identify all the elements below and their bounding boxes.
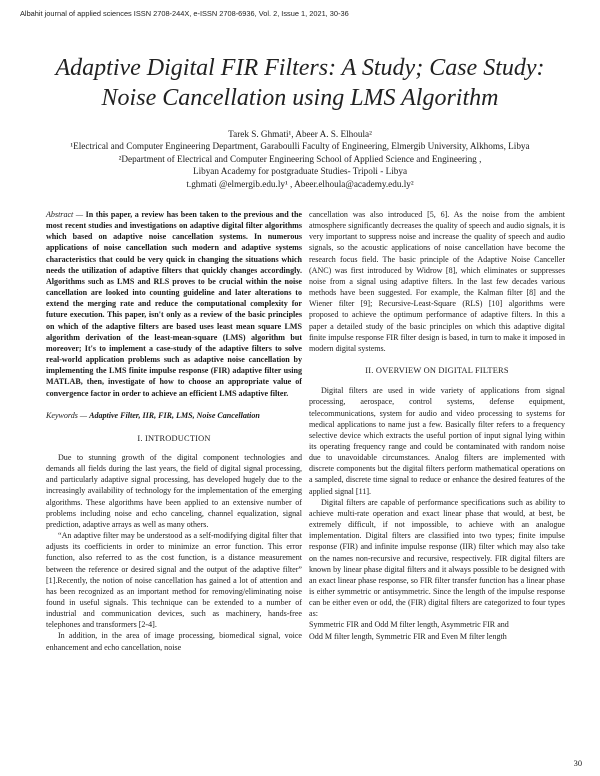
affiliation-3: Libyan Academy for postgraduate Studies- Tripoli - Libya [192,166,408,177]
keywords-label: Keywords — [46,410,90,420]
overview-paragraph-1: Digital filters are used in wide variety of applications from signal processing, aerospace, control systems, defense equipment, telecommunications, system for audio and video processing to systems for medical applications to name just a few. Basically filter refers to a frequency selective device which extracts the useful portion of input signal lying within its operating frequency range and could be contaminated with random noise due to unavoidable circumstances. Analog filters are implemented with discrete components but the digital filters perform mathematical operations on a sampled, discrete time signal to reduce or enhance the desired features of the applied signal [11]. [309,386,565,496]
affiliation-2: ²Department of Electrical and Computer Engineering School of Applied Science and Engineering , [118,153,482,164]
filter-types-line-2: Odd M filter length, Symmetric FIR and Even M filter length [309,631,507,641]
keywords-text: Adaptive Filter, IIR, FIR, LMS, Noise Cancellation [89,410,260,420]
overview-paragraph-2: Digital filters are capable of performance specifications such as ability to achieve multi-rate operation and exact linear phase that would, at best, be extremely difficult, if not impossible, to achieve with an analogue implementation. Digital filters are classified into two types; finite impulse response (FIR) and infinite impulse response (IIR) filter which may also take on the names non-recursive and recursive, respectively. FIR digital filters are known by linear phase digital filters and it always possible to be designed with an exact linear phase response, so FIR filter transfer function has a linear phase is either symmetric or antisymmetric. Since the length of the impulse response can be either even or odd, the (FIR) digital filters are categorized to four types as: [309,497,565,619]
author-emails: t.ghmati @elmergib.edu.ly¹ , Abeer.elhoula@academy.edu.ly² [186,178,414,189]
abstract-text: In this paper, a review has been taken to the previous and the most recent studies and investigations on adaptive digital filter algorithms which based on adaptive noise cancellation systems. In numerous applications of noise cancellation such modern and adaptive systems characteristics that could be very quick in changing the situations which needs the utilization of adaptive filters that quickly changes accordingly. Algorithms such as LMS and RLS proves to be crucial within the noise cancellation are looked into counting guideline and later alterations to extend the merging rate and reduce the computational complexity for future execution. This paper, isn't only as a review of the basic principles on which of the adaptive filters are based uses least mean square LMS algorithm derivation of the least-mean-square (LMS) algorithm but moreover; It's to implement a case-study of the adaptive filters to solve real-world application problems such as adaptive noise cancellation by implementing the LMS finite impulse response (FIR) adaptive filter using MATLAB, then, investigate of how to choose an appropriate value of convergence factor in order to achieve an efficient LMS adaptive filter. [46,210,303,398]
abstract-label: Abstract — [46,210,83,219]
section-heading-introduction: I. INTRODUCTION [137,433,211,443]
filter-types-line-1: Symmetric FIR and Odd M filter length, Asymmetric FIR and [309,620,509,630]
keywords [46,410,302,421]
right-column [309,209,565,642]
author-block [30,128,570,190]
intro-paragraph-1: Due to stunning growth of the digital component technologies and demands all fields during the last years, the field of digital signal processing, and particularly adaptive signal processing, has developed hugely due to the increasingly availability of technology for the implementation of the emerging algorithms. These algorithms have been applied to an extensive number of problems including noise and echo canceling, channel equalization, signal prediction, adaptive arrays as well as many others. [46,452,302,529]
abstract [46,209,302,399]
section-heading-overview: II. OVERVIEW ON DIGITAL FILTERS [365,366,509,376]
intro-paragraph-2: “An adaptive filter may be understood as a self-modifying digital filter that adjusts its coefficients in order to minimize an error function. This error function, also referred to as the cost function, is a distance measurement between the reference or desired signal and the output of the adaptive filter” [1].Recently, the notion of noise cancellation has gained a lot of attention and has been recognized as an important method for removing/eliminating noise found in useful signals. This technique can be extended to a number of industrial and communication devices, such as machinery, hands-free telephones and transformers [2-4]. [46,531,302,630]
intro-paragraph-3: In addition, in the area of image processing, biomedical signal, voice enhancement and echo cancellation, noise [46,631,302,652]
affiliation-1: ¹Electrical and Computer Engineering Department, Garaboulli Faculty of Engineering, Elmergib University, Alkhoms, Libya [70,141,530,152]
left-column [46,209,302,653]
right-paragraph-1: cancellation was also introduced [5, 6]. As the noise from the ambient atmosphere significantly decreases the quality of speech and audio signals, it is very important to suppress noise and increase the quality of speech and audio signals, so the acoustic applications of noise cancellation have become the research focus field. The basic principle of the Adaptive Noise Canceller (ANC) was first introduced by Widrow [8], which eliminates or suppresses noise from a signal using adaptive filters. In the last few decades various methods have been suggested. For example, the Kalman filter [8] and the Wiener filter [9]; Recursive-Least-Square (RLS) [10] algorithms were proposed to achieve the optimum performance of adaptive filters. In this a paper a detailed study of the basic principles on which this adaptive digital finite impulse response FIR filter design is based, in turn to make it imposed in modern digital systems. [309,210,565,353]
paper-title: Adaptive Digital FIR Filters: A Study; Case Study: Noise Cancellation using LMS Algorithm [55,55,545,111]
page-number: 30 [573,759,582,768]
running-header: Albahit journal of applied sciences ISSN 2708-244X, e-ISSN 2708-6936, Vol. 2, Issue 1, 2021, 30-36 [20,9,349,18]
author-names: Tarek S. Ghmati¹, Abeer A. S. Elhoula² [228,129,372,139]
